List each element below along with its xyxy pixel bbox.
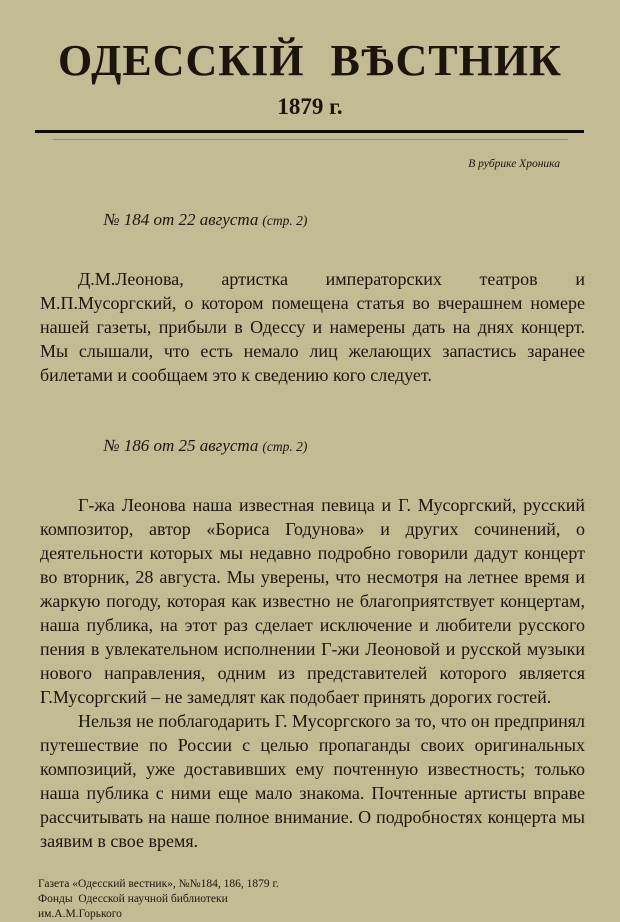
article-184-number: № 184 от 22 августа <box>103 210 259 229</box>
source-footer <box>38 877 580 922</box>
article-paragraph: Нельзя не поблагодарить Г. Мусоргского за то, что он предпринял путешествие по России с целью пропаганды своих оригинальных композиций, уже доставивших ему почтенную известность; только наша публика с ними еще мало знакома. Почтенные артисты вправе рассчитывать на наше полное внимание. О подробностях концерта мы заявим в свое время. <box>40 711 590 851</box>
article-186 <box>0 414 620 853</box>
article-186-number: № 186 от 25 августа <box>103 436 259 455</box>
article-184-page-ref: (стр. 2) <box>262 213 308 228</box>
masthead-title: ОДЕССКІЙ ВѢСТНИК <box>58 36 562 85</box>
footer-source-line: Газета «Одесский вестник», №№184, 186, 1879 г. <box>38 878 279 890</box>
article-paragraph: Г-жа Леонова наша известная певица и Г. Мусоргский, русский композитор, автор «Бориса Годунова» и других сочинений, о деятельности которых мы недавно подробно говорили дадут концерт во вторник, 28 августа. Мы уверены, что несмотря на летнее время и жаркую погоду, которая как известно не благоприятствует концертам, наша публика, на этот раз сделает исключение и любители русского пения в увлекательном исполнении Г-жи Леоновой и русской музыки нового направления, одним из представителей которого является Г.Мусоргский – не замедлят как подобает принять дорогих гостей. <box>40 495 590 707</box>
article-186-body <box>40 493 590 853</box>
article-186-page-ref: (стр. 2) <box>262 439 308 454</box>
masthead-rule-thin <box>53 139 568 140</box>
article-184-body <box>40 267 590 387</box>
footer-archive-name-line: им.А.М.Горького <box>38 908 122 920</box>
article-184-heading <box>78 188 580 252</box>
masthead-year: 1879 г. <box>277 94 343 119</box>
article-184 <box>0 188 620 387</box>
masthead <box>0 36 620 121</box>
rubric-note: В рубрике Хроника <box>468 158 560 170</box>
article-paragraph: Д.М.Леонова, артистка императорских театров и М.П.Мусоргский, о котором помещена статья во вчерашнем номере нашей газеты, прибыли в Одессу и намерены дать на днях концерт. Мы слышали, что есть немало лиц желающих запастись заранее билетами и сообщаем это к сведению кого следует. <box>40 269 590 385</box>
article-186-heading <box>78 414 580 478</box>
masthead-rule-thick <box>35 130 584 133</box>
footer-archive-line: Фонды Одесской научной библиотеки <box>38 893 228 905</box>
